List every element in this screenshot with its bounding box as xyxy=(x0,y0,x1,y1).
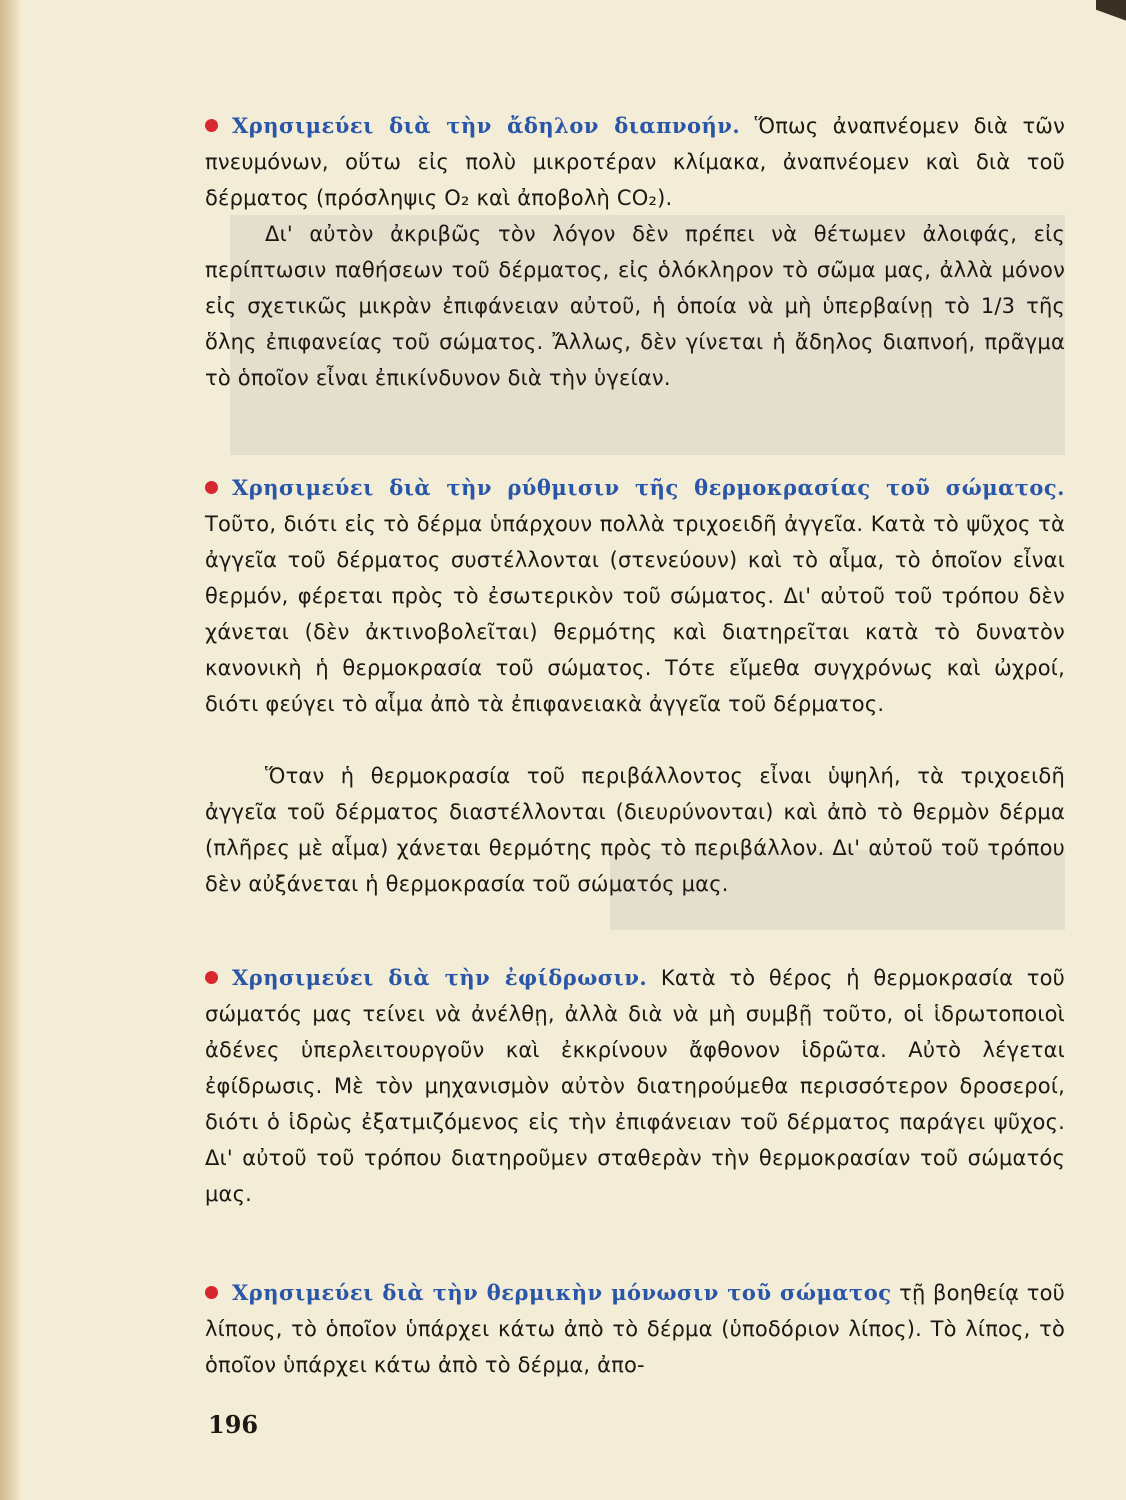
section-text: Ὅπως ἀναπνέομεν διὰ τῶν πνευμόνων, οὕτω εἰς πολὺ μικροτέραν κλίμακα, ἀναπνέομεν καὶ διὰ τοῦ δέρματος (πρόσληψις O₂ καὶ ἀποβολὴ CO₂). xyxy=(205,114,1065,210)
section-3 xyxy=(205,960,1065,1212)
section-heading: Χρησιμεύει διὰ τὴν ρύθμισιν τῆς θερμοκρασίας τοῦ σώματος. xyxy=(232,475,1065,500)
red-bullet-icon xyxy=(205,1286,218,1299)
section-text: Κατὰ τὸ θέρος ἡ θερμοκρασία τοῦ σώματός μας τείνει νὰ ἀνέλθῃ, ἀλλὰ διὰ νὰ μὴ συμβῇ τοῦτο, οἱ ἱδρωτοποιοὶ ἀδένες ὑπερλειτουργοῦν καὶ ἐκκρίνουν ἄφθονον ἱδρῶτα. Αὐτὸ λέγεται ἐφίδρωσις. Μὲ τὸν μηχανισμὸν αὐτὸν διατηρούμεθα περισσότερον δροσεροί, διότι ὁ ἱδρὼς ἐξατμιζόμενος εἰς τὴν ἐπιφάνειαν τοῦ δέρματος παράγει ψῦχος. Δι' αὐτοῦ τοῦ τρόπου διατηροῦμεν σταθερὰν τὴν θερμοκρασίαν τοῦ σώματός μας. xyxy=(205,966,1065,1206)
page-number: 196 xyxy=(208,1410,259,1439)
section-heading: Χρησιμεύει διὰ τὴν θερμικὴν μόνωσιν τοῦ σώματος xyxy=(232,1280,892,1305)
book-spine-shadow xyxy=(0,0,22,1500)
page-corner xyxy=(1096,0,1126,40)
section-2-paragraph-2: Ὅταν ἡ θερμοκρασία τοῦ περιβάλλοντος εἶναι ὑψηλή, τὰ τριχοειδῆ ἀγγεῖα τοῦ δέρματος διαστέλλονται (διευρύνονται) καὶ ἀπὸ τὸ θερμὸν δέρμα (πλῆρες μὲ αἷμα) χάνεται θερμότης πρὸς τὸ περιβάλλον. Δι' αὐτοῦ τοῦ τρόπου δὲν αὐξάνεται ἡ θερμοκρασία τοῦ σώματός μας. xyxy=(205,764,1065,896)
section-2 xyxy=(205,470,1065,722)
red-bullet-icon xyxy=(205,119,218,132)
section-heading: Χρησιμεύει διὰ τὴν ἐφίδρωσιν. xyxy=(232,965,648,990)
section-1-paragraph-2: Δι' αὐτὸν ἀκριβῶς τὸν λόγον δὲν πρέπει νὰ θέτωμεν ἀλοιφάς, εἰς περίπτωσιν παθήσεων τοῦ δέρματος, εἰς ὁλόκληρον τὸ σῶμα μας, ἀλλὰ μόνον εἰς σχετικῶς μικρὰν ἐπιφάνειαν αὐτοῦ, ἡ ὁποία νὰ μὴ ὑπερβαίνῃ τὸ 1/3 τῆς ὅλης ἐπιφανείας τοῦ σώματος. Ἄλλως, δὲν γίνεται ἡ ἄδηλος διαπνοή, πρᾶγμα τὸ ὁποῖον εἶναι ἐπικίνδυνον διὰ τὴν ὑγείαν. xyxy=(205,222,1065,390)
section-text: Τοῦτο, διότι εἰς τὸ δέρμα ὑπάρχουν πολλὰ τριχοειδῆ ἀγγεῖα. Κατὰ τὸ ψῦχος τὰ ἀγγεῖα τοῦ δέρματος συστέλλονται (στενεύουν) καὶ τὸ αἷμα, τὸ ὁποῖον εἶναι θερμόν, φέρεται πρὸς τὸ ἐσωτερικὸν τοῦ σώματος. Δι' αὐτοῦ τοῦ τρόπου δὲν χάνεται (δὲν ἀκτινοβολεῖται) θερμότης καὶ διατηρεῖται κατὰ τὸ δυνατὸν κανονικὴ ἡ θερμοκρασία τοῦ σώματος. Τότε εἴμεθα συγχρόνως καὶ ὠχροί, διότι φεύγει τὸ αἷμα ἀπὸ τὰ ἐπιφανειακὰ ἀγγεῖα τοῦ δέρματος. xyxy=(205,512,1065,716)
section-4 xyxy=(205,1275,1065,1383)
section-1 xyxy=(205,108,1065,216)
red-bullet-icon xyxy=(205,971,218,984)
section-text: τῇ βοηθείᾳ τοῦ λίπους, τὸ ὁποῖον ὑπάρχει κάτω ἀπὸ τὸ δέρμα (ὑποδόριον λίπος). Τὸ λίπος, τὸ ὁποῖον ὑπάρχει κάτω ἀπὸ τὸ δέρμα, ἀπο- xyxy=(205,1281,1066,1377)
section-heading: Χρησιμεύει διὰ τὴν ἄδηλον διαπνοήν. xyxy=(232,113,741,138)
red-bullet-icon xyxy=(205,481,218,494)
